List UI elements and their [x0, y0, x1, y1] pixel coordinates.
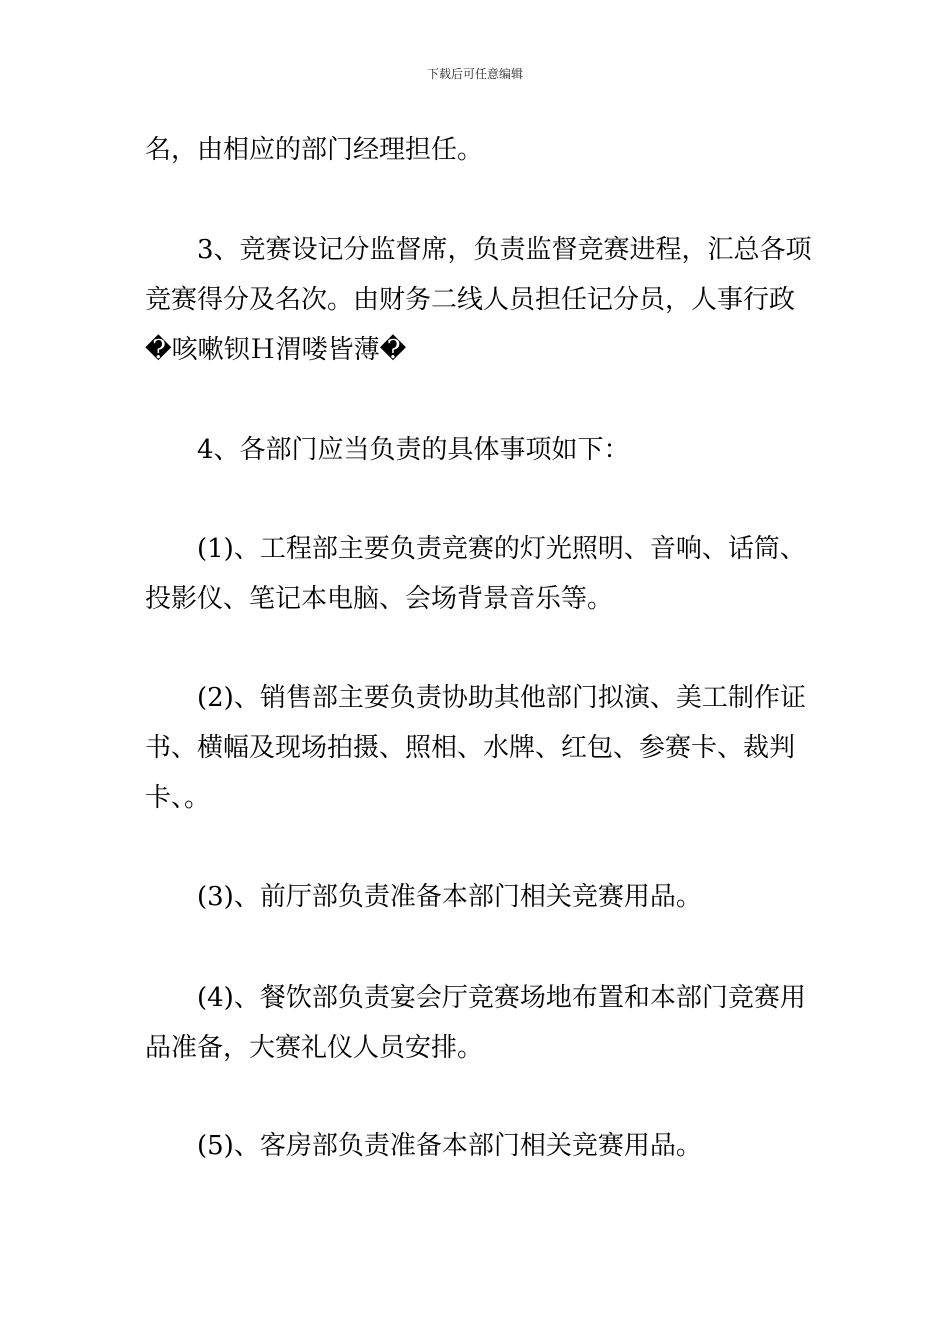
paragraph-2 [145, 225, 810, 375]
text-line: 书、横幅及现场拍摄、照相、水牌、红包、参赛卡、裁判 [145, 733, 796, 763]
paragraph-5 [145, 673, 810, 823]
paragraph-1 [145, 125, 810, 175]
text-line: 品准备，大赛礼仪人员安排。 [145, 1033, 484, 1063]
text-line: 4、各部门应当负责的具体事项如下： [197, 435, 630, 465]
text-line: 投影仪、笔记本电脑、会场背景音乐等。 [145, 584, 614, 614]
text-line: 竞赛得分及名次。由财务二线人员担任记分员，人事行政 [145, 285, 796, 315]
text-line: �咳嗽钡Ｈ渭喽皆薄� [145, 335, 407, 365]
text-line: 卡、。 [145, 783, 211, 813]
paragraph-3 [145, 425, 810, 475]
text-line: 名，由相应的部门经理担任。 [145, 135, 484, 165]
paragraph-6 [145, 872, 810, 922]
page-header-note: 下载后可任意编辑 [426, 67, 523, 81]
text-line: 3、竞赛设记分监督席，负责监督竞赛进程，汇总各项 [197, 235, 812, 265]
text-line: (4)、餐饮部负责宴会厅竞赛场地布置和本部门竞赛用 [197, 983, 806, 1013]
text-line: (1)、工程部主要负责竞赛的灯光照明、音响、话筒、 [197, 534, 806, 564]
text-line: (5)、客房部负责准备本部门相关竞赛用品。 [197, 1131, 702, 1161]
text-line: (3)、前厅部负责准备本部门相关竞赛用品。 [197, 882, 702, 912]
paragraph-7 [145, 973, 810, 1073]
paragraph-4 [145, 524, 810, 624]
paragraph-8 [145, 1121, 810, 1171]
text-line: (2)、销售部主要负责协助其他部门拟演、美工制作证 [197, 683, 806, 713]
